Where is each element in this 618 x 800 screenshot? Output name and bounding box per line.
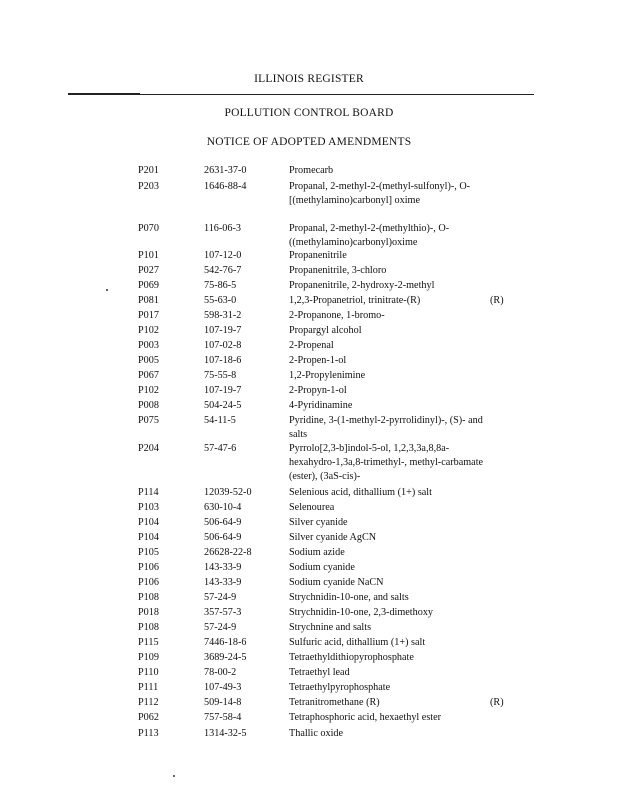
substance-name-cell: Propanenitrile, 2-hydroxy-2-methyl — [289, 280, 435, 291]
cas-number-cell: 75-55-8 — [204, 370, 237, 381]
waste-code-cell: P106 — [138, 577, 159, 588]
waste-code-cell: P018 — [138, 607, 159, 618]
cas-number-cell: 107-19-7 — [204, 385, 242, 396]
substance-name-cell: Propanal, 2-methyl-2-(methyl-sulfonyl)-, O-[(methylamino)carbonyl] oxime — [289, 181, 471, 206]
waste-code-cell: P070 — [138, 223, 159, 234]
cas-number-cell: 75-86-5 — [204, 280, 237, 291]
cas-number-cell: 57-47-6 — [204, 443, 237, 454]
cas-number-cell: 7446-18-6 — [204, 637, 247, 648]
substance-name-cell: 4-Pyridinamine — [289, 400, 353, 411]
cas-number-cell: 506-64-9 — [204, 517, 242, 528]
substance-name-cell: Thallic oxide — [289, 728, 344, 739]
cas-number-cell: 107-19-7 — [204, 325, 242, 336]
waste-code-cell: P081 — [138, 295, 159, 306]
waste-code-cell: P067 — [138, 370, 159, 381]
substance-name-cell: Tetraphosphoric acid, hexaethyl ester — [289, 712, 442, 723]
waste-code-cell: P075 — [138, 415, 159, 426]
substance-name-cell: Tetraethyl lead — [289, 667, 350, 678]
cas-number-cell: 357-57-3 — [204, 607, 242, 618]
cas-number-cell: 630-10-4 — [204, 502, 242, 513]
cas-number-cell: 55-63-0 — [204, 295, 237, 306]
waste-code-cell: P203 — [138, 181, 159, 192]
substance-name-cell: Promecarb — [289, 165, 334, 176]
waste-code-cell: P102 — [138, 385, 159, 396]
agency-title: POLLUTION CONTROL BOARD — [224, 107, 394, 119]
scan-speck — [106, 289, 108, 291]
scan-speck — [173, 775, 175, 777]
substance-name-cell: Strychnidin-10-one, 2,3-dimethoxy — [289, 607, 434, 618]
waste-code-cell: P112 — [138, 697, 159, 708]
cas-number-cell: 54-11-5 — [204, 415, 236, 426]
cas-number-cell: 143-33-9 — [204, 562, 242, 573]
waste-code-cell: P201 — [138, 165, 159, 176]
waste-code-cell: P108 — [138, 622, 159, 633]
cas-number-cell: 757-58-4 — [204, 712, 242, 723]
cas-number-cell: 542-76-7 — [204, 265, 242, 276]
substance-name-cell: Sodium azide — [289, 547, 345, 558]
substance-name-cell: Strychnidin-10-one, and salts — [289, 592, 409, 603]
cas-number-cell: 107-02-8 — [204, 340, 242, 351]
waste-code-cell: P114 — [138, 487, 159, 498]
waste-code-cell: P106 — [138, 562, 159, 573]
substance-name-cell: Tetranitromethane (R) — [289, 697, 380, 708]
hazard-flag-cell: (R) — [490, 295, 504, 306]
waste-code-cell: P027 — [138, 265, 159, 276]
substance-name-cell: 2-Propanone, 1-bromo- — [289, 310, 385, 321]
cas-number-cell: 78-00-2 — [204, 667, 237, 678]
substance-name-cell: 1,2,3-Propanetriol, trinitrate-(R) — [289, 295, 421, 306]
hazard-flag-cell: (R) — [490, 697, 504, 708]
waste-code-cell: P104 — [138, 517, 159, 528]
substance-name-cell: Tetraethylpyrophosphate — [289, 682, 391, 693]
waste-code-cell: P105 — [138, 547, 159, 558]
waste-code-cell: P008 — [138, 400, 159, 411]
waste-code-cell: P109 — [138, 652, 159, 663]
substance-name-cell: Propanenitrile, 3-chloro — [289, 265, 387, 276]
cas-number-cell: 504-24-5 — [204, 400, 242, 411]
substance-name-cell: Strychnine and salts — [289, 622, 372, 633]
cas-number-cell: 26628-22-8 — [204, 547, 252, 558]
waste-code-cell: P062 — [138, 712, 159, 723]
cas-number-cell: 57-24-9 — [204, 622, 237, 633]
substance-name-cell: Silver cyanide AgCN — [289, 532, 377, 543]
waste-code-cell: P101 — [138, 250, 159, 261]
waste-code-cell: P069 — [138, 280, 159, 291]
cas-number-cell: 598-31-2 — [204, 310, 242, 321]
substance-name-cell: Propargyl alcohol — [289, 325, 362, 336]
substance-name-cell: Selenious acid, dithallium (1+) salt — [289, 487, 432, 498]
substance-name-cell: Pyridine, 3-(1-methyl-2-pyrrolidinyl)-, (S)- and salts — [289, 415, 483, 440]
waste-code-cell: P108 — [138, 592, 159, 603]
cas-number-cell: 107-18-6 — [204, 355, 242, 366]
cas-number-cell: 57-24-9 — [204, 592, 237, 603]
register-title: ILLINOIS REGISTER — [254, 73, 364, 85]
cas-number-cell: 1646-88-4 — [204, 181, 247, 192]
cas-number-cell: 12039-52-0 — [204, 487, 252, 498]
waste-code-cell: P111 — [138, 682, 159, 693]
cas-number-cell: 116-06-3 — [204, 223, 241, 234]
waste-code-cell: P003 — [138, 340, 159, 351]
substance-name-cell: Sodium cyanide NaCN — [289, 577, 384, 588]
substance-name-cell: Propanal, 2-methyl-2-(methylthio)-, O-((methylamino)carbonyl)oxime — [289, 223, 450, 248]
substance-name-cell: 2-Propen-1-ol — [289, 355, 347, 366]
substance-name-cell: Propanenitrile — [289, 250, 347, 261]
substance-name-cell: Sodium cyanide — [289, 562, 355, 573]
waste-code-cell: P204 — [138, 443, 159, 454]
substance-name-cell: Silver cyanide — [289, 517, 348, 528]
cas-number-cell: 107-12-0 — [204, 250, 242, 261]
waste-code-cell: P115 — [138, 637, 159, 648]
waste-code-cell: P017 — [138, 310, 159, 321]
waste-code-cell: P104 — [138, 532, 159, 543]
substance-name-cell: Tetraethyldithiopyrophosphate — [289, 652, 414, 663]
cas-number-cell: 506-64-9 — [204, 532, 242, 543]
waste-code-cell: P005 — [138, 355, 159, 366]
substance-name-cell: Selenourea — [289, 502, 335, 513]
cas-number-cell: 2631-37-0 — [204, 165, 247, 176]
cas-number-cell: 509-14-8 — [204, 697, 242, 708]
substance-name-cell: 2-Propyn-1-ol — [289, 385, 347, 396]
cas-number-cell: 143-33-9 — [204, 577, 242, 588]
substance-name-cell: 2-Propenal — [289, 340, 334, 351]
waste-code-cell: P110 — [138, 667, 159, 678]
cas-number-cell: 1314-32-5 — [204, 728, 247, 739]
substance-name-cell: 1,2-Propylenimine — [289, 370, 366, 381]
waste-code-cell: P103 — [138, 502, 159, 513]
substance-name-cell: Pyrrolo[2,3-b]indol-5-ol, 1,2,3,3a,8,8a-hexahydro-1,3a,8-trimethyl-, methyl-carbamate (ester), (3aS-cis)- — [289, 443, 484, 482]
waste-code-cell: P102 — [138, 325, 159, 336]
substance-name-cell: Sulfuric acid, dithallium (1+) salt — [289, 637, 426, 648]
cas-number-cell: 107-49-3 — [204, 682, 242, 693]
cas-number-cell: 3689-24-5 — [204, 652, 247, 663]
waste-code-cell: P113 — [138, 728, 159, 739]
notice-title: NOTICE OF ADOPTED AMENDMENTS — [206, 136, 412, 148]
